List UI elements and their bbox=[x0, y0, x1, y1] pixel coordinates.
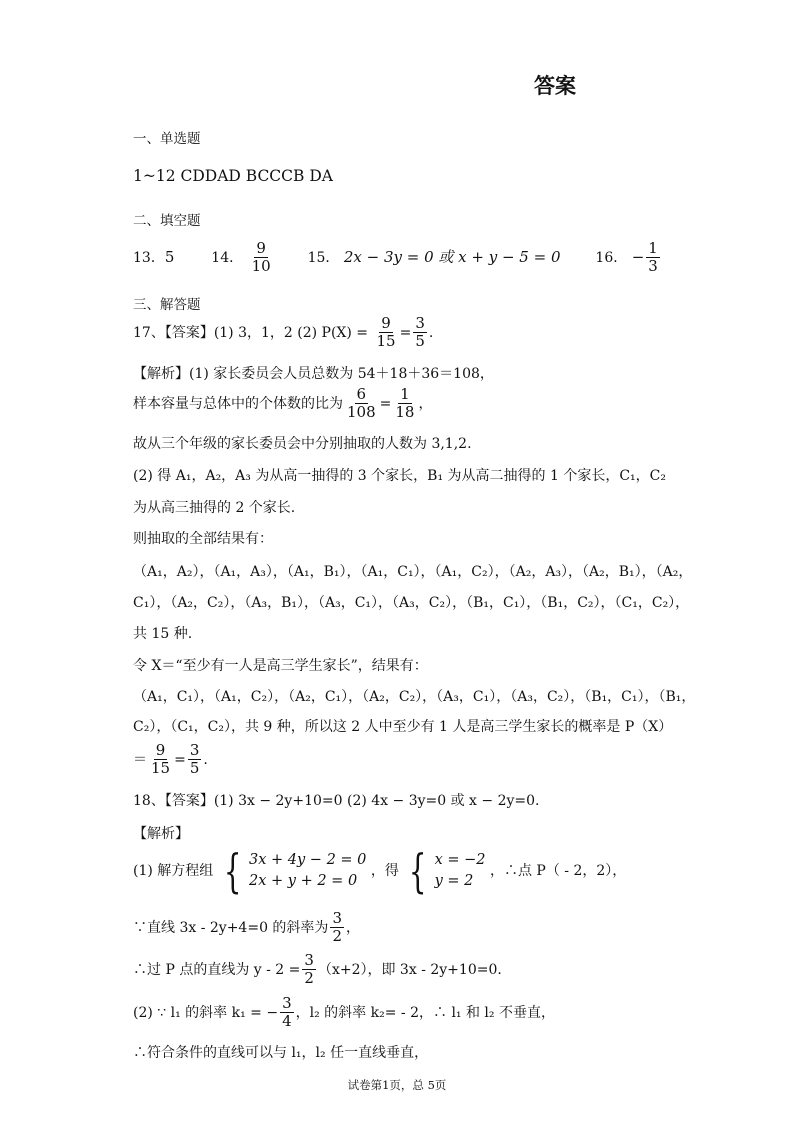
q13-answer: 5 bbox=[164, 247, 175, 266]
q17-line8: C₁），（A₂，C₂），（A₃，B₁），（A₃，C₁），（A₃，C₂），（B₁，C₁），（B₁，C₂），（C₁，C₂）， bbox=[133, 595, 690, 611]
q14-fraction bbox=[250, 240, 273, 276]
q17-line7: （A₁，A₂），（A₁，A₃），（A₁，B₁），（A₁，C₁），（A₁，C₂），（A₂，A₃），（A₂，B₁），（A₂， bbox=[133, 564, 693, 580]
q17-line4: (2) 得 A₁，A₂，A₃ 为从高一抽得的 3 个家长，B₁ 为从高二抽得的 1 个家长，C₁，C₂ bbox=[133, 468, 666, 484]
q18-answer: 18、【答案】(1) 3x − 2y+10=0 (2) 4x − 3y=0 或 x − 2y=0. bbox=[133, 793, 540, 809]
q17-ratio2-num: 1 bbox=[400, 385, 410, 403]
q17-end-frac2-num: 3 bbox=[189, 741, 200, 759]
slope-fraction bbox=[330, 910, 344, 946]
q17-line12: C₂），（C₁，C₂），共 9 种，所以这 2 人中至少有 1 人是高三学生家长的概率是 P（X） bbox=[133, 719, 673, 735]
q18-part1 bbox=[133, 844, 627, 898]
q17-end-fraction-2 bbox=[188, 742, 202, 778]
fill-in-answers bbox=[133, 240, 662, 276]
q16-label: 16． bbox=[595, 249, 628, 266]
q18-p2-suffix: ， bbox=[345, 919, 360, 936]
q17-line3: 故从三个年级的家长委员会中分别抽取的人数为 3,1,2. bbox=[133, 436, 472, 452]
q18-p2-text: ∵直线 3x - 2y+4=0 的斜率为 bbox=[133, 919, 329, 936]
q18-part4 bbox=[133, 995, 555, 1031]
slope-den: 2 bbox=[332, 927, 342, 946]
q14-numerator: 9 bbox=[256, 239, 266, 257]
q18-part2 bbox=[133, 910, 360, 946]
q17-line2: 样本容量与总体中的个体数的比为 $\frac{6}{108}$ = $\frac{1}{18}$ ， bbox=[133, 385, 433, 422]
section-2-heading: 二、填空题 bbox=[133, 213, 201, 229]
q17-conclusion: ＝ $\frac{9}{15}$ = $\frac{3}{5}$ . bbox=[133, 741, 208, 778]
q17-end-frac1-den: 15 bbox=[151, 759, 171, 778]
mc-answers: 1~12 CDDAD BCCCB DA bbox=[133, 167, 333, 185]
equation-system-2 bbox=[403, 844, 486, 898]
q16-numerator: 1 bbox=[648, 239, 658, 257]
slope-num: 3 bbox=[332, 909, 342, 927]
q17-ratio1-num: 6 bbox=[356, 385, 367, 403]
q17-line5: 为从高三抽得的 2 个家长. bbox=[133, 500, 296, 516]
section-1-heading: 一、单选题 bbox=[133, 131, 201, 147]
page-title: 答案 bbox=[534, 74, 576, 98]
page-footer: 试卷第1页，总 5页 bbox=[347, 1078, 447, 1092]
q17-equals: ＝ bbox=[133, 751, 147, 768]
q14-denominator: 10 bbox=[251, 257, 271, 276]
brace-icon: { bbox=[223, 844, 242, 898]
q17-ratio-1 bbox=[345, 386, 378, 422]
q17-frac2-den: 5 bbox=[415, 332, 425, 351]
q17-fraction-2 bbox=[413, 315, 427, 351]
k1-num: 3 bbox=[282, 994, 292, 1012]
q17-line1: 【解析】(1) 家长委员会人员总数为 54＋18＋36＝108， bbox=[133, 366, 494, 382]
q17-frac1-num: 9 bbox=[381, 314, 391, 332]
q18-part5: ∴符合条件的直线可以与 l₁，l₂ 任一直线垂直， bbox=[133, 1045, 429, 1061]
q16-denominator: 3 bbox=[648, 257, 658, 276]
q18-p4-suffix: ，l₂ 的斜率 k₂= - 2，∴ l₁ 和 l₂ 不垂直， bbox=[295, 1004, 555, 1021]
q17-ratio-2 bbox=[393, 386, 416, 422]
q17-fraction-1 bbox=[375, 315, 398, 351]
q15-label: 15． bbox=[307, 249, 340, 266]
q17-frac1-den: 15 bbox=[376, 332, 396, 351]
line-slope-num: 3 bbox=[304, 951, 314, 969]
section-3-heading: 三、解答题 bbox=[133, 297, 201, 313]
q18-p1-text: (1) 解方程组 bbox=[133, 863, 214, 879]
q17-frac2-num: 3 bbox=[415, 314, 425, 332]
q13-label: 13． bbox=[133, 249, 165, 266]
k1-den: 4 bbox=[282, 1012, 292, 1031]
q15-answer: 2x − 3y = 0 或 x + y − 5 = 0 bbox=[343, 247, 561, 266]
equation-system-1 bbox=[218, 844, 367, 898]
q16-sign: − bbox=[631, 247, 645, 266]
q18-mid-text: ，得 bbox=[370, 863, 399, 879]
k1-fraction bbox=[280, 995, 294, 1031]
q17-ratio1-den: 108 bbox=[347, 403, 376, 422]
equation-1a: 3x + 4y − 2 = 0 bbox=[249, 851, 367, 868]
q18-part3 bbox=[133, 952, 502, 988]
q17-line9: 共 15 种. bbox=[133, 626, 193, 642]
q17-line11: （A₁，C₁），（A₁，C₂），（A₂，C₁），（A₂，C₂），（A₃，C₁），（A₃，C₂），（B₁，C₁），（B₁， bbox=[133, 689, 696, 705]
q17-ratio2-den: 18 bbox=[395, 403, 415, 422]
q17-line10: 令 X＝“至少有一人是高三学生家长”，结果有： bbox=[133, 658, 428, 674]
line-slope-den: 2 bbox=[304, 969, 314, 988]
q17-line6: 则抽取的全部结果有： bbox=[133, 531, 273, 547]
q17-line2-text: 样本容量与总体中的个体数的比为 bbox=[133, 395, 343, 412]
q17-answer-text: 17、【答案】(1) 3，1，2 (2) P(X) = bbox=[133, 324, 369, 341]
q17-end-fraction-1 bbox=[149, 742, 172, 778]
solution-x: x = −2 bbox=[434, 851, 486, 868]
q18-jiexi: 【解析】 bbox=[133, 826, 189, 842]
q18-p1-suffix: ，∴点 P（ - 2，2）， bbox=[489, 863, 627, 879]
q18-p4-text: (2) ∵ l₁ 的斜率 k₁ = − bbox=[133, 1004, 279, 1021]
q18-p3-suffix: （x+2），即 3x - 2y+10=0. bbox=[317, 961, 502, 978]
solution-y: y = 2 bbox=[434, 873, 474, 889]
q17-end-frac2-den: 5 bbox=[189, 759, 200, 778]
q16-fraction bbox=[646, 240, 660, 276]
brace-icon: { bbox=[409, 844, 427, 898]
line-slope-fraction bbox=[302, 952, 316, 988]
equation-1b: 2x + y + 2 = 0 bbox=[249, 873, 358, 889]
q18-p3-text: ∴过 P 点的直线为 y - 2 = bbox=[133, 961, 301, 978]
q17-end-frac1-num: 9 bbox=[155, 741, 166, 759]
q17-answer: 17、【答案】(1) 3，1，2 (2) P(X) = $\frac{9}{15}$ = $\frac{3}{5}$ . bbox=[133, 314, 434, 351]
q14-label: 14． bbox=[211, 249, 244, 266]
